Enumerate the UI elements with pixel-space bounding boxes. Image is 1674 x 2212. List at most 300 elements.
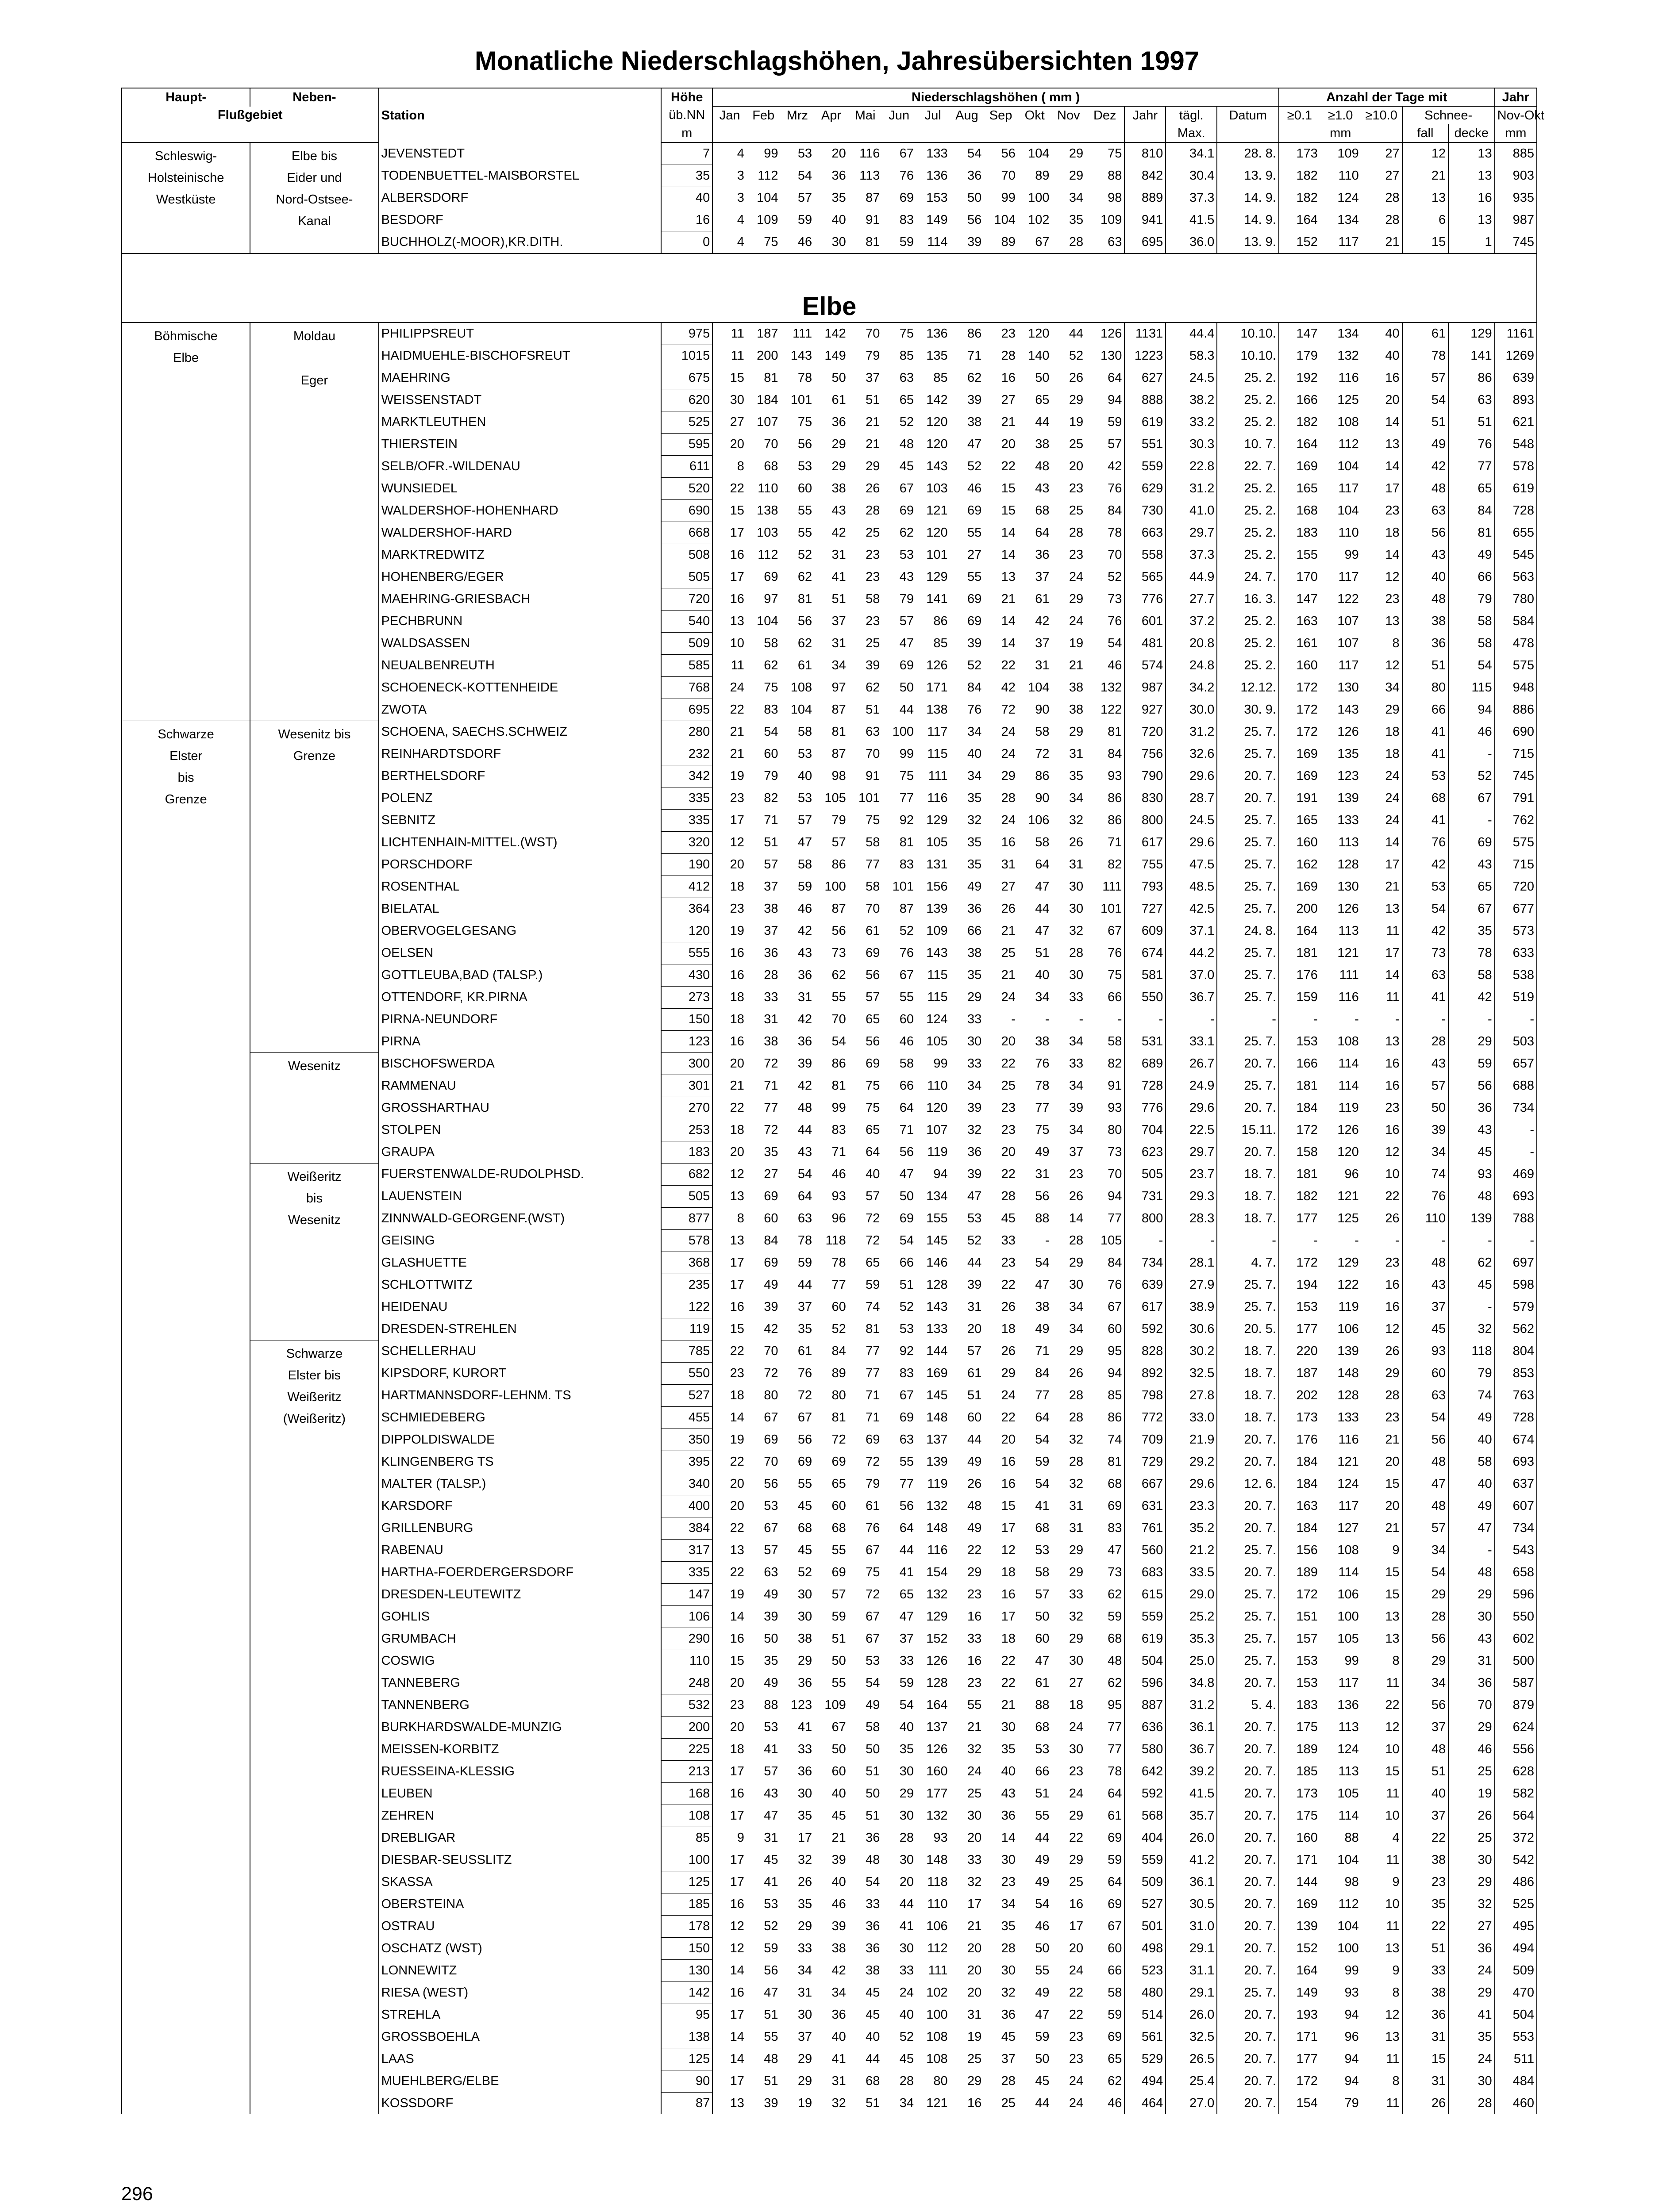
- cell-schneefall: 48: [1402, 1739, 1449, 1761]
- cell-apr: 40: [831, 1786, 846, 1801]
- cell-datum: 25. 7.: [1217, 1606, 1279, 1628]
- cell-hoehe: 110: [661, 1650, 712, 1672]
- cell-schneedecke: 29: [1448, 1982, 1495, 2004]
- cell-feb: 63: [764, 1565, 778, 1579]
- cell-dez: 101: [1085, 898, 1124, 920]
- cell-tage-ge100: 14: [1361, 544, 1402, 566]
- cell-aug: 39: [967, 1278, 982, 1292]
- cell-jul: 132: [926, 1499, 948, 1513]
- cell-mai: 38: [866, 1963, 880, 1978]
- cell-apr: 79: [831, 813, 846, 827]
- cell-okt: 71: [1035, 1344, 1050, 1358]
- cell-hoehe: 508: [661, 544, 712, 566]
- cell-jan: 17: [730, 2008, 744, 2022]
- cell-feb: 48: [764, 2052, 778, 2066]
- cell-jun: 30: [899, 1853, 914, 1867]
- cell-jahr-nov-okt: 728: [1495, 500, 1537, 522]
- cell-nov: 28: [1069, 1388, 1084, 1402]
- group-label-line: Holsteinische: [147, 171, 224, 185]
- cell-tage-ge10: 116: [1338, 990, 1359, 1004]
- cell-jun: 50: [899, 1189, 914, 1203]
- cell-nov: 28: [1069, 1233, 1084, 1248]
- cell-jul: 120: [926, 415, 948, 429]
- cell-datum: 25. 7.: [1217, 832, 1279, 854]
- cell-schneefall: 28: [1402, 1031, 1449, 1053]
- cell-jahr-nov-okt: 602: [1495, 1628, 1537, 1650]
- cell-schneefall: 31: [1402, 2070, 1449, 2093]
- cell-dez: 86: [1085, 1407, 1124, 1429]
- cell-jun: 52: [899, 924, 914, 938]
- cell-mrz: 59: [797, 879, 812, 894]
- cell-taegl-max: 36.7: [1166, 1739, 1217, 1761]
- cell-jahr-nov-okt: 573: [1495, 920, 1537, 942]
- cell-aug: 19: [967, 2030, 982, 2044]
- cell-jahr: 987: [1124, 677, 1166, 699]
- cell-jun: 47: [899, 636, 914, 650]
- cell-jun: 92: [899, 813, 914, 827]
- cell-feb: 69: [764, 1189, 778, 1203]
- cell-tage-ge100: 22: [1361, 1694, 1402, 1717]
- cell-feb: 200: [757, 349, 778, 363]
- cell-apr: 32: [831, 2096, 846, 2110]
- cell-aug: 40: [967, 747, 982, 761]
- cell-okt: 50: [1035, 2052, 1050, 2066]
- cell-schneefall: 66: [1402, 699, 1449, 721]
- cell-mrz: 40: [797, 769, 812, 783]
- cell-mai: 36: [866, 1919, 880, 1933]
- cell-schneedecke: 81: [1448, 522, 1495, 544]
- cell-tage-ge100: 12: [1361, 566, 1402, 588]
- cell-jan: 3: [737, 191, 744, 205]
- cell-jahr: 636: [1124, 1717, 1166, 1739]
- cell-sep: 24: [1001, 990, 1016, 1004]
- cell-feb: 59: [764, 1941, 778, 1955]
- cell-mrz: 67: [797, 1410, 812, 1425]
- cell-taegl-max: 44.9: [1166, 566, 1217, 588]
- cell-nov: 34: [1069, 1322, 1084, 1336]
- cell-jun: 52: [899, 415, 914, 429]
- cell-schneedecke: 129: [1448, 323, 1495, 345]
- cell-jun: 33: [899, 1654, 914, 1668]
- cell-jan: 12: [730, 1941, 744, 1955]
- cell-schneedecke: 77: [1448, 456, 1495, 478]
- cell-okt: 49: [1035, 1853, 1050, 1867]
- cell-jun: 30: [899, 1764, 914, 1778]
- cell-schneedecke: 84: [1448, 500, 1495, 522]
- cell-hoehe: 119: [661, 1318, 712, 1340]
- cell-taegl-max: 27.9: [1166, 1274, 1217, 1296]
- cell-jan: 27: [730, 415, 744, 429]
- cell-tage-ge01: 182: [1296, 169, 1318, 183]
- cell-station-name: NEUALBENREUTH: [379, 655, 662, 677]
- cell-dez: 46: [1085, 2093, 1124, 2115]
- cell-sep: 25: [1001, 1079, 1016, 1093]
- cell-dez: 80: [1085, 1119, 1124, 1141]
- cell-jan: 16: [730, 1985, 744, 2000]
- cell-jahr-nov-okt: 745: [1495, 765, 1537, 787]
- cell-taegl-max: 37.3: [1166, 187, 1217, 209]
- cell-sep: 20: [1001, 1034, 1016, 1048]
- cell-nov: 26: [1069, 1366, 1084, 1380]
- cell-station-name: GRILLENBURG: [379, 1517, 662, 1540]
- cell-schneefall: 57: [1402, 367, 1449, 389]
- cell-tage-ge10: 104: [1337, 459, 1359, 473]
- cell-dez: 95: [1085, 1694, 1124, 1717]
- cell-jun: 99: [899, 747, 914, 761]
- cell-aug: 60: [967, 1410, 982, 1425]
- cell-hoehe: 695: [661, 699, 712, 721]
- cell-aug: 30: [967, 1809, 982, 1823]
- header-anzahl: Anzahl der Tage mit: [1279, 88, 1495, 107]
- cell-jahr-nov-okt: 633: [1495, 942, 1537, 964]
- cell-jahr-nov-okt: 607: [1495, 1495, 1537, 1517]
- cell-hoehe: 395: [661, 1451, 712, 1473]
- cell-datum: 20. 7.: [1217, 1451, 1279, 1473]
- cell-dez: 52: [1085, 566, 1124, 588]
- cell-sep: 72: [1001, 703, 1016, 717]
- cell-station-name: KIPSDORF, KURORT: [379, 1363, 662, 1385]
- cell-station-name: OSTRAU: [379, 1916, 662, 1938]
- cell-aug: 33: [967, 1632, 982, 1646]
- cell-schneedecke: 79: [1448, 1363, 1495, 1385]
- cell-mrz: 76: [797, 1366, 812, 1380]
- cell-aug: 55: [967, 526, 982, 540]
- cell-apr: 51: [831, 592, 846, 606]
- cell-jan: 15: [730, 1322, 744, 1336]
- group-label-line: Nord-Ostsee-: [276, 192, 353, 207]
- cell-tage-ge100: 10: [1361, 1805, 1402, 1827]
- cell-station-name: GEISING: [379, 1230, 662, 1252]
- cell-mrz: 123: [790, 1698, 812, 1712]
- cell-jan: 22: [730, 1455, 744, 1469]
- cell-jahr-nov-okt: 690: [1495, 721, 1537, 743]
- cell-tage-ge01: 157: [1296, 1632, 1318, 1646]
- cell-jahr-nov-okt: 495: [1495, 1916, 1537, 1938]
- cell-tage-ge10: 127: [1337, 1521, 1359, 1535]
- cell-tage-ge100: 34: [1361, 677, 1402, 699]
- cell-nov: 14: [1069, 1211, 1084, 1225]
- cell-jul: 126: [926, 1654, 948, 1668]
- cell-tage-ge100: 13: [1361, 434, 1402, 456]
- cell-schneedecke: 141: [1448, 345, 1495, 367]
- cell-apr: 42: [831, 526, 846, 540]
- cell-jahr-nov-okt: -: [1495, 1230, 1537, 1252]
- cell-aug: 49: [967, 879, 982, 894]
- group-neben-elbe-eider: [250, 142, 378, 253]
- cell-mai: 57: [866, 1189, 880, 1203]
- cell-mai: 77: [866, 1344, 880, 1358]
- cell-nov: 28: [1069, 526, 1084, 540]
- cell-jahr-nov-okt: 460: [1495, 2093, 1537, 2115]
- cell-mrz: 32: [797, 1853, 812, 1867]
- cell-okt: 53: [1035, 1543, 1050, 1557]
- cell-jahr: 501: [1124, 1916, 1166, 1938]
- cell-datum: 20. 7.: [1217, 1916, 1279, 1938]
- cell-tage-ge100: 28: [1361, 1385, 1402, 1407]
- cell-datum: 18. 7.: [1217, 1208, 1279, 1230]
- cell-jahr: 772: [1124, 1407, 1166, 1429]
- cell-aug: 25: [967, 1786, 982, 1801]
- cell-feb: 88: [764, 1698, 778, 1712]
- cell-mrz: 36: [797, 968, 812, 982]
- cell-taegl-max: 20.8: [1166, 633, 1217, 655]
- cell-tage-ge01: 177: [1296, 1322, 1318, 1336]
- cell-mrz: 61: [797, 658, 812, 672]
- cell-jun: 69: [899, 1410, 914, 1425]
- cell-tage-ge100: 8: [1361, 633, 1402, 655]
- cell-jun: 40: [899, 2008, 914, 2022]
- group-label-line: Böhmische: [154, 329, 218, 343]
- cell-mai: 69: [866, 946, 880, 960]
- cell-aug: 53: [967, 1211, 982, 1225]
- cell-jahr-nov-okt: 525: [1495, 1893, 1537, 1916]
- cell-schneedecke: 35: [1448, 920, 1495, 942]
- cell-mai: 65: [866, 1012, 880, 1026]
- cell-sep: 16: [1001, 371, 1016, 385]
- cell-jul: 112: [927, 1941, 948, 1955]
- cell-tage-ge01: 169: [1296, 769, 1318, 783]
- cell-tage-ge100: 26: [1361, 1208, 1402, 1230]
- cell-mai: 50: [866, 1742, 880, 1756]
- cell-okt: 50: [1035, 371, 1050, 385]
- cell-tage-ge100: 13: [1361, 1938, 1402, 1960]
- cell-nov: 39: [1069, 1101, 1084, 1115]
- cell-taegl-max: 28.7: [1166, 787, 1217, 810]
- cell-aug: 57: [967, 1344, 982, 1358]
- cell-tage-ge100: 13: [1361, 898, 1402, 920]
- cell-sep: 21: [1001, 968, 1016, 982]
- group-label-line: Wesenitz: [288, 1213, 341, 1227]
- cell-station-name: KOSSDORF: [379, 2093, 662, 2115]
- cell-mai: 21: [866, 415, 880, 429]
- cell-hoehe: 400: [661, 1495, 712, 1517]
- cell-schneefall: 43: [1402, 1053, 1449, 1075]
- cell-feb: 33: [764, 990, 778, 1004]
- cell-jahr: 550: [1124, 987, 1166, 1009]
- cell-okt: 54: [1035, 1897, 1050, 1911]
- cell-mrz: 101: [790, 393, 812, 407]
- cell-aug: 69: [967, 592, 982, 606]
- cell-station-name: DREBLIGAR: [379, 1827, 662, 1849]
- cell-schneedecke: 70: [1448, 1694, 1495, 1717]
- cell-mai: 65: [866, 1123, 880, 1137]
- cell-jan: 12: [730, 835, 744, 849]
- cell-aug: 35: [967, 968, 982, 982]
- cell-tage-ge100: 16: [1361, 367, 1402, 389]
- cell-mai: 87: [866, 191, 880, 205]
- cell-jul: 177: [926, 1786, 948, 1801]
- cell-jahr-nov-okt: 728: [1495, 1407, 1537, 1429]
- cell-jahr: 888: [1124, 389, 1166, 411]
- cell-sep: 18: [1001, 1632, 1016, 1646]
- cell-datum: 5. 4.: [1217, 1694, 1279, 1717]
- cell-aug: 24: [967, 1764, 982, 1778]
- group-haupt-schleswig: [122, 142, 250, 253]
- cell-dez: 77: [1085, 1717, 1124, 1739]
- cell-schneedecke: 29: [1448, 1717, 1495, 1739]
- cell-schneefall: 36: [1402, 633, 1449, 655]
- cell-hoehe: 142: [661, 1982, 712, 2004]
- cell-schneefall: 29: [1402, 1584, 1449, 1606]
- group-neben-moldau: [250, 323, 378, 367]
- cell-mrz: 53: [797, 146, 812, 161]
- cell-tage-ge10: 121: [1337, 946, 1359, 960]
- cell-aug: 22: [967, 1543, 982, 1557]
- cell-feb: 51: [764, 2074, 778, 2088]
- cell-dez: 59: [1085, 1606, 1124, 1628]
- cell-tage-ge10: 107: [1337, 614, 1359, 628]
- cell-dez: 78: [1085, 1761, 1124, 1783]
- cell-apr: 98: [831, 769, 846, 783]
- cell-schneefall: 57: [1402, 1075, 1449, 1097]
- cell-aug: 61: [967, 1366, 982, 1380]
- cell-datum: 18. 7.: [1217, 1363, 1279, 1385]
- cell-schneefall: 51: [1402, 655, 1449, 677]
- cell-jun: 66: [899, 1256, 914, 1270]
- cell-feb: 104: [757, 191, 778, 205]
- cell-schneefall: 48: [1402, 1495, 1449, 1517]
- cell-hoehe: 412: [661, 876, 712, 898]
- cell-station-name: ALBERSDORF: [379, 187, 662, 209]
- cell-dez: 54: [1085, 633, 1124, 655]
- cell-feb: 103: [757, 526, 778, 540]
- cell-tage-ge10: 117: [1338, 1676, 1359, 1690]
- cell-station-name: SEBNITZ: [379, 810, 662, 832]
- cell-okt: 49: [1035, 1145, 1050, 1159]
- cell-jahr-nov-okt: 791: [1495, 787, 1537, 810]
- cell-mai: 51: [866, 393, 880, 407]
- cell-jul: 129: [926, 813, 948, 827]
- cell-tage-ge01: 166: [1296, 393, 1318, 407]
- cell-tage-ge100: 17: [1361, 854, 1402, 876]
- cell-mai: 61: [866, 924, 880, 938]
- cell-mrz: 46: [797, 902, 812, 916]
- cell-mai: 77: [866, 1366, 880, 1380]
- cell-tage-ge100: 12: [1361, 1318, 1402, 1340]
- cell-jul: 120: [926, 526, 948, 540]
- cell-tage-ge100: 16: [1361, 1075, 1402, 1097]
- cell-jun: 60: [899, 1012, 914, 1026]
- cell-apr: 57: [831, 835, 846, 849]
- cell-tage-ge10: 121: [1337, 1455, 1359, 1469]
- cell-apr: 71: [831, 1145, 846, 1159]
- cell-nov: 27: [1069, 1676, 1084, 1690]
- cell-sep: 29: [1001, 1366, 1016, 1380]
- cell-sep: 14: [1001, 1831, 1016, 1845]
- cell-jan: 23: [730, 1698, 744, 1712]
- cell-jan: 13: [730, 1233, 744, 1248]
- cell-schneedecke: 27: [1448, 1916, 1495, 1938]
- cell-schneefall: 40: [1402, 1783, 1449, 1805]
- cell-schneefall: 53: [1402, 876, 1449, 898]
- cell-mrz: 143: [790, 349, 812, 363]
- cell-dez: 58: [1085, 1031, 1124, 1053]
- table-row: [122, 721, 1537, 743]
- cell-aug: 32: [967, 1875, 982, 1889]
- cell-hoehe: 668: [661, 522, 712, 544]
- cell-mrz: 48: [797, 1101, 812, 1115]
- cell-tage-ge01: 172: [1296, 2074, 1318, 2088]
- table-row: [122, 1340, 1537, 1363]
- cell-mrz: 19: [797, 2096, 812, 2110]
- cell-okt: 44: [1035, 902, 1050, 916]
- cell-okt: 106: [1028, 813, 1050, 827]
- cell-jun: 66: [899, 1079, 914, 1093]
- cell-mai: 56: [866, 968, 880, 982]
- cell-jul: 103: [926, 481, 948, 495]
- cell-feb: 56: [764, 1963, 778, 1978]
- cell-apr: 99: [831, 1101, 846, 1115]
- header-uebnn: üb.NN: [661, 107, 712, 125]
- cell-dez: -: [1085, 1009, 1124, 1031]
- cell-station-name: RUESSEINA-KLESSIG: [379, 1761, 662, 1783]
- cell-dez: 94: [1085, 1186, 1124, 1208]
- cell-okt: 46: [1035, 1919, 1050, 1933]
- cell-tage-ge10: 126: [1337, 1123, 1359, 1137]
- cell-jahr: 674: [1124, 942, 1166, 964]
- cell-dez: 77: [1085, 1208, 1124, 1230]
- cell-jul: 153: [926, 191, 948, 205]
- header-month: Mrz: [786, 108, 808, 123]
- cell-mrz: 41: [797, 1720, 812, 1734]
- cell-mrz: 29: [797, 1654, 812, 1668]
- cell-mai: 58: [866, 1720, 880, 1734]
- cell-tage-ge01: 183: [1296, 526, 1318, 540]
- cell-tage-ge01: 169: [1296, 747, 1318, 761]
- cell-taegl-max: 30.0: [1166, 699, 1217, 721]
- cell-apr: 52: [831, 1322, 846, 1336]
- cell-mai: 70: [866, 747, 880, 761]
- cell-dez: 86: [1085, 787, 1124, 810]
- cell-jahr: 709: [1124, 1429, 1166, 1451]
- cell-okt: 37: [1035, 570, 1050, 584]
- cell-sep: 23: [1001, 1101, 1016, 1115]
- cell-station-name: BERTHELSDORF: [379, 765, 662, 787]
- cell-dez: 64: [1085, 367, 1124, 389]
- cell-hoehe: 95: [661, 2004, 712, 2026]
- cell-dez: 62: [1085, 2070, 1124, 2093]
- cell-tage-ge10: 143: [1337, 703, 1359, 717]
- cell-tage-ge100: 11: [1361, 1672, 1402, 1694]
- cell-hoehe: 130: [661, 1960, 712, 1982]
- cell-hoehe: 108: [661, 1805, 712, 1827]
- cell-nov: 32: [1069, 1609, 1084, 1624]
- cell-jun: 65: [899, 393, 914, 407]
- cell-taegl-max: 32.5: [1166, 2026, 1217, 2048]
- cell-aug: 20: [967, 1831, 982, 1845]
- cell-tage-ge100: 8: [1361, 1982, 1402, 2004]
- cell-jahr: 731: [1124, 1186, 1166, 1208]
- cell-mai: 72: [866, 1233, 880, 1248]
- cell-tage-ge10: 130: [1337, 879, 1359, 894]
- cell-okt: 100: [1028, 191, 1050, 205]
- cell-datum: 25. 2.: [1217, 655, 1279, 677]
- cell-okt: 47: [1035, 924, 1050, 938]
- cell-okt: 44: [1035, 1831, 1050, 1845]
- cell-tage-ge100: 23: [1361, 1407, 1402, 1429]
- cell-station-name: RIESA (WEST): [379, 1982, 662, 2004]
- cell-feb: 75: [764, 680, 778, 695]
- cell-jan: 10: [730, 636, 744, 650]
- cell-taegl-max: 35.2: [1166, 1517, 1217, 1540]
- cell-schneefall: 76: [1402, 832, 1449, 854]
- cell-taegl-max: 38.2: [1166, 389, 1217, 411]
- cell-okt: 54: [1035, 1256, 1050, 1270]
- cell-tage-ge10: 88: [1344, 1831, 1359, 1845]
- cell-jan: 12: [730, 1167, 744, 1181]
- cell-jan: 3: [737, 169, 744, 183]
- header-blank: [814, 124, 848, 142]
